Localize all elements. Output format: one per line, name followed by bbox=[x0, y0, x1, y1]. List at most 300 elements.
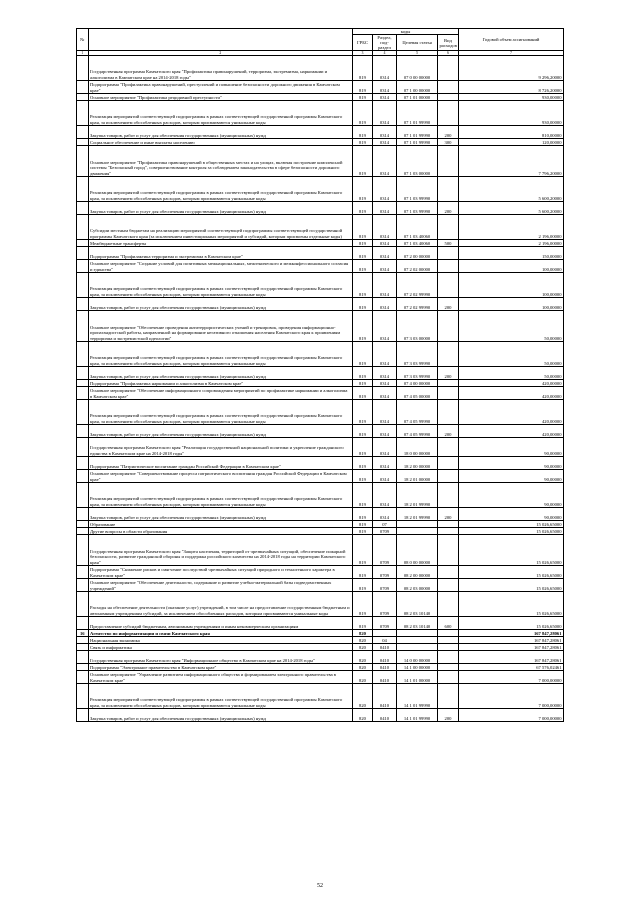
header-index: 3 bbox=[353, 51, 373, 56]
row-target: 07 2 02 99990 bbox=[397, 273, 438, 298]
table-row bbox=[77, 177, 564, 202]
row-volume: 150,00000 bbox=[459, 247, 564, 260]
row-name: Государственная программа Камчатского края "Информационное общество в Камчатском крае на 2014-2018 годы" bbox=[88, 651, 352, 664]
row-razdel: 0314 bbox=[372, 247, 396, 260]
row-name: Закупка товаров, работ и услуг для обеспечения государственных (муниципальных) нужд bbox=[88, 425, 352, 438]
row-volume: 50,00000 bbox=[459, 367, 564, 380]
row-number bbox=[77, 56, 89, 81]
row-target: 07 1 03 99990 bbox=[397, 202, 438, 215]
header-index: 2 bbox=[88, 51, 352, 56]
row-grbs: 819 bbox=[353, 146, 373, 177]
row-target: 08 2 00 00000 bbox=[397, 566, 438, 579]
row-razdel: 0709 bbox=[372, 617, 396, 630]
header-no: № bbox=[77, 29, 89, 51]
row-target: 14 1 01 99990 bbox=[397, 709, 438, 722]
row-vid bbox=[437, 671, 458, 684]
row-target: 07 4 00 00000 bbox=[397, 380, 438, 387]
table-body bbox=[77, 56, 564, 722]
row-vid: 200 bbox=[437, 298, 458, 311]
row-volume: 420,00000 bbox=[459, 380, 564, 387]
row-number bbox=[77, 579, 89, 592]
row-name: Образование bbox=[88, 521, 352, 528]
table-row bbox=[77, 126, 564, 139]
row-razdel: 07 bbox=[372, 521, 396, 528]
row-grbs: 819 bbox=[353, 94, 373, 101]
row-name: Реализация мероприятий соответствующей подпрограммы в рамках соответствующей государственной программы Камчатского края, за исключением обособленных расходов, которым присваиваются уникальные коды bbox=[88, 273, 352, 298]
row-razdel: 0410 bbox=[372, 684, 396, 709]
row-name: Основное мероприятие "Создание условий для позитивных межнациональных, межэтнического и межконфессионального согласия и единства" bbox=[88, 260, 352, 273]
row-razdel: 0314 bbox=[372, 483, 396, 508]
row-name: Подпрограмма "Профилактика наркомании и алкоголизма в Камчатском крае" bbox=[88, 380, 352, 387]
row-volume: 167 847,28061 bbox=[459, 630, 564, 637]
row-number bbox=[77, 521, 89, 528]
row-number bbox=[77, 528, 89, 535]
row-razdel: 0314 bbox=[372, 260, 396, 273]
row-name: Другие вопросы в области образования bbox=[88, 528, 352, 535]
row-number bbox=[77, 273, 89, 298]
row-number bbox=[77, 637, 89, 644]
row-volume: 7 796,20000 bbox=[459, 146, 564, 177]
table-row bbox=[77, 470, 564, 483]
row-volume: 120,00000 bbox=[459, 139, 564, 146]
table-row bbox=[77, 637, 564, 644]
row-name: Реализация мероприятий соответствующей подпрограммы в рамках соответствующей государственной программы Камчатского края, за исключением обособленных расходов, которым присваиваются уникальные коды bbox=[88, 101, 352, 126]
row-vid bbox=[437, 260, 458, 273]
row-number bbox=[77, 260, 89, 273]
row-razdel bbox=[372, 630, 396, 637]
row-volume: 8 726,20000 bbox=[459, 81, 564, 94]
row-number bbox=[77, 177, 89, 202]
table-row bbox=[77, 651, 564, 664]
row-vid bbox=[437, 247, 458, 260]
row-razdel: 0314 bbox=[372, 400, 396, 425]
row-volume: 167 847,28061 bbox=[459, 644, 564, 651]
row-razdel: 0314 bbox=[372, 101, 396, 126]
row-razdel: 0314 bbox=[372, 56, 396, 81]
table-row bbox=[77, 260, 564, 273]
row-name: Субсидии местным бюджетам на реализацию мероприятий соответствующей подпрограммы соответствующей государственной программы Камчатского края (за исключением инвестиционных мероприятий и субсидий, которым присвоены отдельные коды) bbox=[88, 215, 352, 240]
row-name: Закупка товаров, работ и услуг для обеспечения государственных (муниципальных) нужд bbox=[88, 298, 352, 311]
row-vid bbox=[437, 146, 458, 177]
row-vid bbox=[437, 438, 458, 457]
row-grbs: 819 bbox=[353, 215, 373, 240]
row-razdel: 0314 bbox=[372, 81, 396, 94]
row-name: Основное мероприятие "Управление развитием информационного общества и формированием электронного правительства в Камчатском крае" bbox=[88, 671, 352, 684]
row-vid bbox=[437, 664, 458, 671]
table-row bbox=[77, 139, 564, 146]
row-grbs: 819 bbox=[353, 438, 373, 457]
table-row bbox=[77, 311, 564, 342]
table-row bbox=[77, 630, 564, 637]
header-index: 1 bbox=[77, 51, 89, 56]
row-number bbox=[77, 215, 89, 240]
row-grbs: 819 bbox=[353, 298, 373, 311]
row-target: 07 4 05 99990 bbox=[397, 400, 438, 425]
row-target: 07 1 01 99990 bbox=[397, 126, 438, 139]
row-number bbox=[77, 684, 89, 709]
row-grbs: 819 bbox=[353, 400, 373, 425]
row-razdel: 0709 bbox=[372, 535, 396, 566]
row-grbs: 820 bbox=[353, 671, 373, 684]
row-grbs: 819 bbox=[353, 126, 373, 139]
row-number bbox=[77, 470, 89, 483]
row-number bbox=[77, 387, 89, 400]
row-grbs: 819 bbox=[353, 240, 373, 247]
row-name: Расходы на обеспечение деятельности (оказание услуг) учреждений, в том числе на предоставление государственным бюджетным и автономным учреждениям субсидий, за исключением обособленных расходов, которым присваиваются уникальные коды bbox=[88, 592, 352, 617]
table-row bbox=[77, 202, 564, 215]
row-vid bbox=[437, 684, 458, 709]
row-target: 07 2 02 00000 bbox=[397, 260, 438, 273]
row-vid bbox=[437, 400, 458, 425]
header-codes: коды bbox=[353, 29, 459, 35]
row-target: 07 4 05 99990 bbox=[397, 425, 438, 438]
table-row bbox=[77, 240, 564, 247]
row-vid: 200 bbox=[437, 126, 458, 139]
row-target: 08 2 03 00000 bbox=[397, 579, 438, 592]
row-number bbox=[77, 126, 89, 139]
row-target: 18 2 01 00000 bbox=[397, 470, 438, 483]
row-target: 07 4 05 00000 bbox=[397, 387, 438, 400]
row-number bbox=[77, 240, 89, 247]
row-target: 07 3 03 99990 bbox=[397, 367, 438, 380]
row-number: 16 bbox=[77, 630, 89, 637]
row-vid bbox=[437, 56, 458, 81]
row-target: 07 1 01 00000 bbox=[397, 94, 438, 101]
row-target: 07 0 00 00000 bbox=[397, 56, 438, 81]
header-index: 4 bbox=[372, 51, 396, 56]
row-volume: 5 600,20000 bbox=[459, 202, 564, 215]
row-volume: 15 026,65000 bbox=[459, 528, 564, 535]
row-target: 07 1 01 99990 bbox=[397, 139, 438, 146]
row-target: 07 2 00 00000 bbox=[397, 247, 438, 260]
row-name: Основное мероприятие "Совершенствование процесса патриотического воспитания граждан Российской Федерации в Камчатском крае" bbox=[88, 470, 352, 483]
row-grbs: 819 bbox=[353, 260, 373, 273]
row-name: Подпрограмма "Профилактика правонарушений, преступлений и повышение безопасности дорожного движения в Камчатском крае" bbox=[88, 81, 352, 94]
row-razdel: 0314 bbox=[372, 273, 396, 298]
row-target: 08 0 00 00000 bbox=[397, 535, 438, 566]
row-volume: 2 196,00000 bbox=[459, 240, 564, 247]
row-number bbox=[77, 664, 89, 671]
row-volume: 9 296,20000 bbox=[459, 56, 564, 81]
row-volume: 167 847,28061 bbox=[459, 637, 564, 644]
row-grbs: 819 bbox=[353, 273, 373, 298]
row-target bbox=[397, 637, 438, 644]
row-grbs: 820 bbox=[353, 664, 373, 671]
table-row bbox=[77, 483, 564, 508]
row-name: Связь и информатика bbox=[88, 644, 352, 651]
row-vid bbox=[437, 521, 458, 528]
table-row bbox=[77, 400, 564, 425]
row-razdel: 0314 bbox=[372, 146, 396, 177]
row-number bbox=[77, 617, 89, 630]
row-razdel: 0709 bbox=[372, 579, 396, 592]
row-name: Основное мероприятие "Обеспечение информационного сопровождения мероприятий по профилактике наркомании и алкоголизма в Камчатском крае" bbox=[88, 387, 352, 400]
row-volume: 420,00000 bbox=[459, 425, 564, 438]
row-name: Основное мероприятие "Профилактика правонарушений в общественных местах и на улицах, включая построение комплексной системы "Безопасный город", совершенствование контроля за соблюдением законодательства в сфере безопасности дорожного движения" bbox=[88, 146, 352, 177]
table-row bbox=[77, 56, 564, 81]
row-number bbox=[77, 671, 89, 684]
table-row bbox=[77, 457, 564, 470]
row-vid bbox=[437, 470, 458, 483]
row-volume: 167 847,28061 bbox=[459, 651, 564, 664]
row-volume: 930,00000 bbox=[459, 101, 564, 126]
row-name: Государственная программа Камчатского края "Реализация государственной национальной политики и укрепление гражданского единства в Камчатском крае на 2014-2018 годы" bbox=[88, 438, 352, 457]
row-name: Межбюджетные трансферты bbox=[88, 240, 352, 247]
page-number: 52 bbox=[317, 883, 323, 889]
row-grbs: 819 bbox=[353, 535, 373, 566]
row-grbs: 820 bbox=[353, 709, 373, 722]
row-razdel: 0709 bbox=[372, 528, 396, 535]
row-volume: 90,00000 bbox=[459, 438, 564, 457]
row-razdel: 0410 bbox=[372, 651, 396, 664]
table-row bbox=[77, 215, 564, 240]
row-name: Реализация мероприятий соответствующей подпрограммы в рамках соответствующей государственной программы Камчатского края, за исключением обособленных расходов, которым присваиваются уникальные коды bbox=[88, 483, 352, 508]
row-grbs: 819 bbox=[353, 617, 373, 630]
row-number bbox=[77, 202, 89, 215]
row-grbs: 819 bbox=[353, 579, 373, 592]
table-row bbox=[77, 94, 564, 101]
header-volume: Годовой объем ассигнований bbox=[459, 29, 564, 51]
row-grbs: 819 bbox=[353, 311, 373, 342]
row-name: Закупка товаров, работ и услуг для обеспечения государственных (муниципальных) нужд bbox=[88, 709, 352, 722]
table-row bbox=[77, 101, 564, 126]
row-volume: 7 000,00000 bbox=[459, 671, 564, 684]
row-vid bbox=[437, 483, 458, 508]
header-index: 7 bbox=[459, 51, 564, 56]
row-target: 14 1 00 00000 bbox=[397, 664, 438, 671]
row-target: 07 1 03 40060 bbox=[397, 240, 438, 247]
row-volume: 100,00000 bbox=[459, 298, 564, 311]
row-razdel: 04 bbox=[372, 637, 396, 644]
row-target: 08 2 03 10140 bbox=[397, 592, 438, 617]
row-razdel: 0314 bbox=[372, 177, 396, 202]
row-target: 08 2 03 10140 bbox=[397, 617, 438, 630]
row-target: 07 3 03 00000 bbox=[397, 311, 438, 342]
table-row bbox=[77, 709, 564, 722]
table-row bbox=[77, 617, 564, 630]
row-target bbox=[397, 644, 438, 651]
row-vid bbox=[437, 342, 458, 367]
row-target: 18 2 00 00000 bbox=[397, 457, 438, 470]
row-volume: 15 026,65000 bbox=[459, 521, 564, 528]
row-target: 07 1 01 99990 bbox=[397, 101, 438, 126]
table-row bbox=[77, 592, 564, 617]
row-grbs: 820 bbox=[353, 651, 373, 664]
table-row bbox=[77, 644, 564, 651]
row-number bbox=[77, 311, 89, 342]
row-number bbox=[77, 425, 89, 438]
row-vid bbox=[437, 535, 458, 566]
row-number bbox=[77, 651, 89, 664]
row-number bbox=[77, 438, 89, 457]
table-row bbox=[77, 425, 564, 438]
row-name: Агентство по информатизации и связи Камчатского края bbox=[88, 630, 352, 637]
row-volume: 15 026,65000 bbox=[459, 535, 564, 566]
row-grbs: 820 bbox=[353, 684, 373, 709]
row-grbs: 819 bbox=[353, 139, 373, 146]
row-razdel: 0314 bbox=[372, 126, 396, 139]
row-number bbox=[77, 483, 89, 508]
table-row bbox=[77, 684, 564, 709]
row-grbs: 819 bbox=[353, 367, 373, 380]
table-row bbox=[77, 508, 564, 521]
row-grbs: 819 bbox=[353, 81, 373, 94]
row-name: Основное мероприятие "Обеспечение деятельности, содержание и развитие учебно-материальной базы подведомственных учреждений" bbox=[88, 579, 352, 592]
row-number bbox=[77, 508, 89, 521]
row-volume: 90,00000 bbox=[459, 483, 564, 508]
row-target: 07 1 03 99990 bbox=[397, 177, 438, 202]
header-index: 6 bbox=[437, 51, 458, 56]
row-target: 07 1 03 40060 bbox=[397, 215, 438, 240]
table-row bbox=[77, 664, 564, 671]
table-row bbox=[77, 273, 564, 298]
header-name bbox=[88, 29, 352, 51]
row-razdel: 0410 bbox=[372, 644, 396, 651]
row-razdel: 0410 bbox=[372, 671, 396, 684]
row-volume: 15 026,65000 bbox=[459, 579, 564, 592]
row-volume: 7 000,00000 bbox=[459, 709, 564, 722]
row-volume: 90,00000 bbox=[459, 508, 564, 521]
row-vid bbox=[437, 637, 458, 644]
row-name: Основное мероприятие "Обеспечение проведения антитеррористических учений и тренировок, проведения информационно-пропагандистской работы, направленной на формирование негативного отношения населения Камчатского края к проявлениям терроризма и экстремистской идеологии" bbox=[88, 311, 352, 342]
row-razdel: 0314 bbox=[372, 94, 396, 101]
table-row bbox=[77, 298, 564, 311]
row-razdel: 0314 bbox=[372, 438, 396, 457]
table-row bbox=[77, 528, 564, 535]
table-row bbox=[77, 579, 564, 592]
row-grbs: 819 bbox=[353, 202, 373, 215]
row-razdel: 0314 bbox=[372, 508, 396, 521]
row-volume: 810,00000 bbox=[459, 126, 564, 139]
row-number bbox=[77, 592, 89, 617]
row-number bbox=[77, 146, 89, 177]
row-vid bbox=[437, 94, 458, 101]
table-row bbox=[77, 521, 564, 528]
row-target: 18 0 00 00000 bbox=[397, 438, 438, 457]
row-grbs: 819 bbox=[353, 566, 373, 579]
row-target: 18 2 01 99990 bbox=[397, 508, 438, 521]
row-razdel: 0314 bbox=[372, 425, 396, 438]
row-vid bbox=[437, 457, 458, 470]
table-header bbox=[77, 29, 564, 56]
row-vid bbox=[437, 380, 458, 387]
table-row bbox=[77, 438, 564, 457]
row-target: 14 1 01 00000 bbox=[397, 671, 438, 684]
row-target bbox=[397, 528, 438, 535]
row-grbs: 819 bbox=[353, 177, 373, 202]
row-number bbox=[77, 298, 89, 311]
row-grbs: 819 bbox=[353, 457, 373, 470]
row-name: Закупка товаров, работ и услуг для обеспечения государственных (муниципальных) нужд bbox=[88, 126, 352, 139]
row-vid bbox=[437, 101, 458, 126]
row-vid bbox=[437, 177, 458, 202]
row-grbs: 819 bbox=[353, 592, 373, 617]
row-vid bbox=[437, 528, 458, 535]
row-number bbox=[77, 247, 89, 260]
row-vid: 200 bbox=[437, 367, 458, 380]
row-grbs: 820 bbox=[353, 630, 373, 637]
row-number bbox=[77, 380, 89, 387]
row-volume: 420,00000 bbox=[459, 400, 564, 425]
row-volume: 90,00000 bbox=[459, 457, 564, 470]
row-name: Государственная программа Камчатского края "Защита населения, территорий от чрезвычайных ситуаций, обеспечение пожарной безопасности, развитие гражданской обороны и поддержка российского казачества на 2014-2018 годы на территории Камчатского края" bbox=[88, 535, 352, 566]
row-vid bbox=[437, 644, 458, 651]
table-row bbox=[77, 535, 564, 566]
row-target: 14 1 01 99990 bbox=[397, 684, 438, 709]
row-number bbox=[77, 139, 89, 146]
row-razdel: 0709 bbox=[372, 566, 396, 579]
row-grbs: 819 bbox=[353, 380, 373, 387]
row-razdel: 0314 bbox=[372, 215, 396, 240]
row-vid bbox=[437, 215, 458, 240]
table-row bbox=[77, 81, 564, 94]
row-grbs: 819 bbox=[353, 528, 373, 535]
row-volume: 2 196,00000 bbox=[459, 215, 564, 240]
row-number bbox=[77, 367, 89, 380]
row-volume: 50,00000 bbox=[459, 342, 564, 367]
row-grbs: 820 bbox=[353, 644, 373, 651]
row-vid bbox=[437, 81, 458, 94]
row-vid bbox=[437, 592, 458, 617]
header-grbs: ГРБС bbox=[353, 35, 373, 51]
row-name: Реализация мероприятий соответствующей подпрограммы в рамках соответствующей государственной программы Камчатского края, за исключением обособленных расходов, которым присваиваются уникальные коды bbox=[88, 342, 352, 367]
row-grbs: 819 bbox=[353, 101, 373, 126]
row-vid bbox=[437, 566, 458, 579]
row-target: 18 2 01 99990 bbox=[397, 483, 438, 508]
row-number bbox=[77, 566, 89, 579]
row-target bbox=[397, 521, 438, 528]
row-target: 07 3 03 99990 bbox=[397, 342, 438, 367]
row-razdel: 0314 bbox=[372, 298, 396, 311]
row-vid: 200 bbox=[437, 508, 458, 521]
row-name: Государственная программа Камчатского края "Профилактика правонарушений, терроризма, экстремизма, наркомании и алкоголизма в Камчатском крае на 2014-2018 годы" bbox=[88, 56, 352, 81]
row-name: Социальное обеспечение и иные выплаты населению bbox=[88, 139, 352, 146]
header-index: 5 bbox=[397, 51, 438, 56]
table-row bbox=[77, 342, 564, 367]
row-name: Реализация мероприятий соответствующей подпрограммы в рамках соответствующей государственной программы Камчатского края, за исключением обособленных расходов, которым присваиваются уникальные коды bbox=[88, 684, 352, 709]
row-number bbox=[77, 101, 89, 126]
row-name: Закупка товаров, работ и услуг для обеспечения государственных (муниципальных) нужд bbox=[88, 508, 352, 521]
table-row bbox=[77, 671, 564, 684]
table-row bbox=[77, 247, 564, 260]
row-vid bbox=[437, 311, 458, 342]
row-volume: 5 600,20000 bbox=[459, 177, 564, 202]
row-target: 14 0 00 00000 bbox=[397, 651, 438, 664]
row-volume: 90,00000 bbox=[459, 470, 564, 483]
row-vid: 200 bbox=[437, 202, 458, 215]
row-vid: 600 bbox=[437, 617, 458, 630]
row-volume: 100,00000 bbox=[459, 273, 564, 298]
row-target: 07 1 03 00000 bbox=[397, 146, 438, 177]
row-volume: 15 026,65000 bbox=[459, 566, 564, 579]
row-name: Подпрограмма "Электронное правительство в Камчатском крае" bbox=[88, 664, 352, 671]
row-grbs: 819 bbox=[353, 247, 373, 260]
row-vid: 500 bbox=[437, 240, 458, 247]
row-target: 07 1 00 00000 bbox=[397, 81, 438, 94]
row-grbs: 819 bbox=[353, 470, 373, 483]
row-vid: 300 bbox=[437, 139, 458, 146]
row-number bbox=[77, 644, 89, 651]
row-volume: 930,00000 bbox=[459, 94, 564, 101]
row-target bbox=[397, 630, 438, 637]
row-name: Подпрограмма "Профилактика терроризма и экстремизма в Камчатском крае" bbox=[88, 247, 352, 260]
row-number bbox=[77, 342, 89, 367]
header-vid: Вид расходов bbox=[437, 35, 458, 51]
row-razdel: 0314 bbox=[372, 387, 396, 400]
row-razdel: 0314 bbox=[372, 380, 396, 387]
row-name: Закупка товаров, работ и услуг для обеспечения государственных (муниципальных) нужд bbox=[88, 367, 352, 380]
row-vid bbox=[437, 579, 458, 592]
